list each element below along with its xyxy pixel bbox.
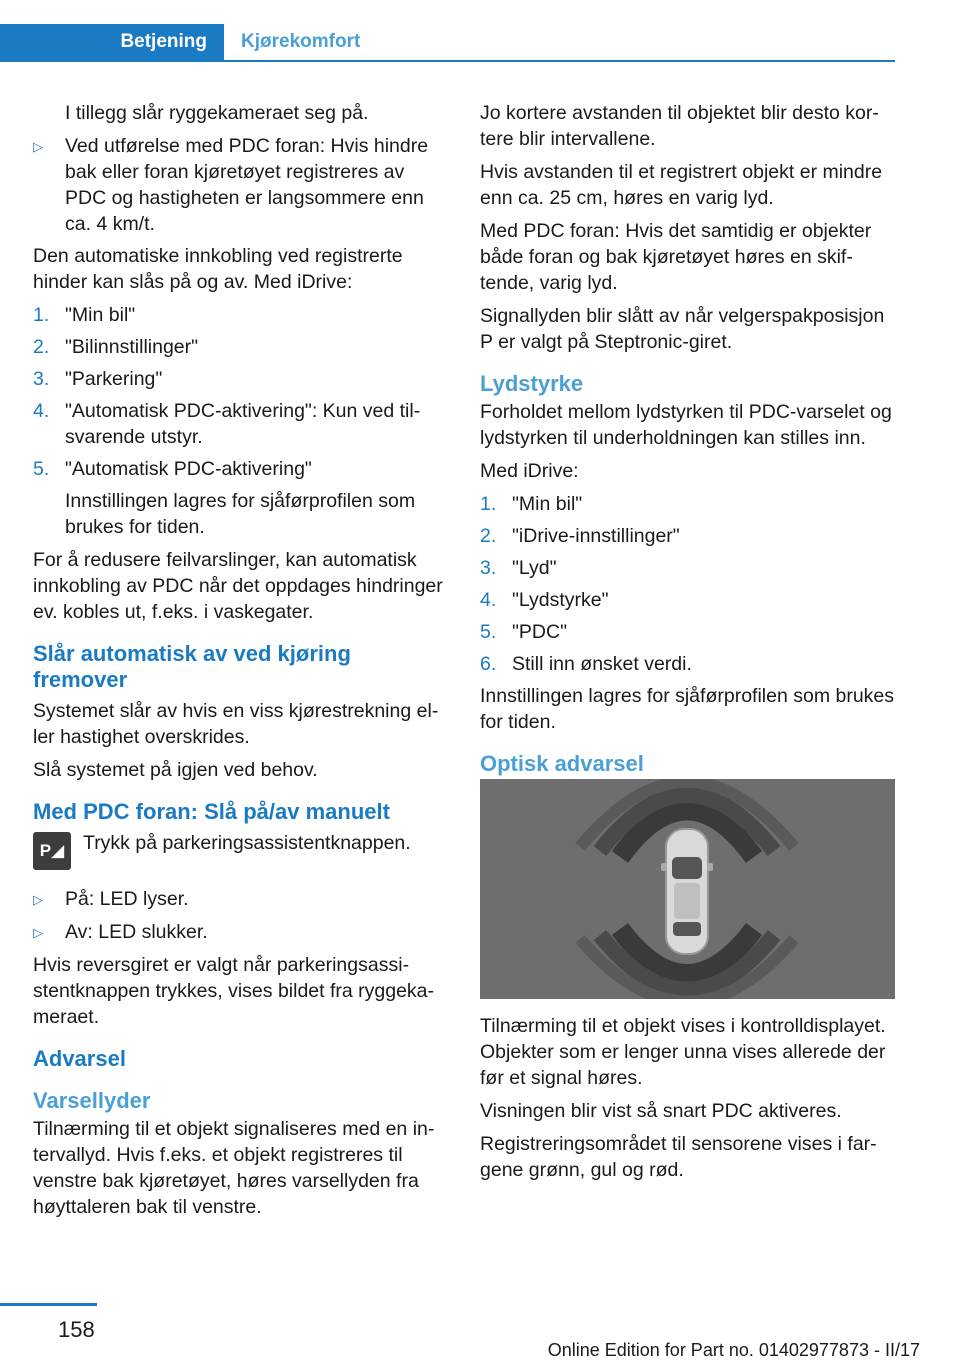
list-item — [33, 456, 447, 482]
tab-kjorekomfort: Kjørekomfort — [241, 31, 361, 52]
list-text: "Lydstyrke" — [512, 589, 609, 611]
list-item — [33, 366, 447, 392]
list-text: "Min bil" — [512, 493, 583, 515]
paragraph: Registreringsområdet til sensorene vises i fargene grønn, gul og rød. — [480, 1133, 877, 1181]
paragraph: Innstillingen lagres for sjåførprofilen som brukes for tiden. — [480, 685, 895, 733]
list-text: "Automatisk PDC-aktivering": Kun ved tilsvarende utstyr. — [65, 400, 421, 448]
bullet-text: Ved utførelse med PDC foran: Hvis hindre bak eller foran kjøretøyet registreres av PDC og hastigheten er langsommere enn ca. 4 km/t. — [65, 135, 429, 235]
section-heading: Advarsel — [33, 1046, 126, 1071]
list-number: 5. — [33, 458, 50, 480]
button-instruction — [33, 830, 447, 870]
list-number: 1. — [33, 304, 50, 326]
paragraph: For å redusere feilvarslinger, kan automatisk innkobling av PDC når det oppdages hindringer ev. kobles ut, f.eks. i vaskegater. — [33, 549, 443, 623]
subsection-heading: Optisk advarsel — [480, 751, 644, 776]
bullet-item — [33, 133, 447, 237]
list-item — [33, 302, 447, 328]
list-number: 3. — [480, 557, 497, 579]
list-number: 4. — [33, 400, 50, 422]
list-number: 5. — [480, 621, 497, 643]
bullet-text: På: LED lyser. — [65, 888, 189, 910]
triangle-right-icon: ▷ — [33, 925, 43, 940]
list-text: Still inn ønsket verdi. — [512, 653, 692, 675]
triangle-right-icon: ▷ — [33, 139, 43, 154]
list-text: "Lyd" — [512, 557, 557, 579]
paragraph: Systemet slår av hvis en viss kjørestrekning eller hastighet overskrides. — [33, 700, 439, 748]
list-item — [480, 555, 894, 581]
subsection-heading: Varsellyder — [33, 1088, 151, 1113]
header-divider — [0, 60, 895, 62]
list-number: 1. — [480, 493, 497, 515]
header-tabs — [0, 24, 895, 62]
paragraph: Innstillingen lagres for sjåførprofilen som brukes for tiden. — [65, 490, 416, 538]
list-number: 2. — [33, 336, 50, 358]
list-text: "Automatisk PDC-aktivering" — [65, 458, 312, 480]
triangle-right-icon: ▷ — [33, 892, 43, 907]
paragraph: Jo kortere avstanden til objektet blir desto kortere blir intervallene. — [480, 102, 879, 150]
list-text: "Parkering" — [65, 368, 163, 390]
paragraph: Med PDC foran: Hvis det samtidig er objekter både foran og bak kjøretøyet høres en skiftende, varig lyd. — [480, 220, 872, 294]
paragraph: Tilnærming til et objekt signaliseres med en intervallyd. Hvis f.eks. et objekt registreres til venstre bak kjøretøyet, høres varsellyden fra høyttaleren bak til venstre. — [33, 1118, 435, 1218]
paragraph: I tillegg slår ryggekameraet seg på. — [65, 102, 369, 124]
paragraph: Tilnærming til et objekt vises i kontrolldisplayet. Objekter som er lenger unna vises allerede der før et signal høres. — [480, 1015, 886, 1089]
tab-betjening: Betjening — [0, 24, 224, 60]
section-heading: Slår automatisk av ved kjøring fremover — [33, 641, 351, 692]
list-item — [33, 398, 447, 450]
list-item — [480, 619, 894, 645]
paragraph: Hvis reversgiret er valgt når parkeringsassistentknappen trykkes, vises bildet fra ryggekameraet. — [33, 954, 435, 1028]
page-number-divider — [0, 1303, 97, 1306]
list-number: 6. — [480, 653, 497, 675]
bullet-item — [33, 919, 447, 946]
list-item — [480, 587, 894, 613]
list-item — [480, 523, 894, 549]
list-number: 3. — [33, 368, 50, 390]
edition-footer: Online Edition for Part no. 01402977873 - II/17 — [547, 1340, 920, 1360]
paragraph: Slå systemet på igjen ved behov. — [33, 759, 318, 781]
page-number: 158 — [58, 1317, 95, 1342]
paragraph: Signallyden blir slått av når velgerspakposisjon P er valgt på Steptronic-giret. — [480, 305, 885, 353]
paragraph: Forholdet mellom lydstyrken til PDC-varselet og lydstyrken til underholdningen kan stilles inn. — [480, 401, 892, 449]
bullet-text: Av: LED slukker. — [65, 921, 208, 943]
subsection-heading: Lydstyrke — [480, 371, 584, 396]
list-text: "PDC" — [512, 621, 568, 643]
paragraph: Visningen blir vist så snart PDC aktiveres. — [480, 1100, 842, 1122]
list-number: 2. — [480, 525, 497, 547]
list-item — [33, 334, 447, 360]
right-column — [480, 100, 894, 1190]
instruction-text: Trykk på parkeringsassistentknappen. — [83, 832, 411, 854]
parking-assistant-icon: P◢ — [33, 832, 71, 870]
list-text: "Bilinnstillinger" — [65, 336, 199, 358]
list-item — [480, 491, 894, 517]
list-text: "iDrive-innstillinger" — [512, 525, 680, 547]
list-item — [480, 651, 894, 677]
bullet-item — [33, 886, 447, 913]
paragraph: Den automatiske innkobling ved registrerte hinder kan slås på og av. Med iDrive: — [33, 245, 403, 293]
pdc-display-illustration — [480, 779, 895, 999]
section-heading: Med PDC foran: Slå på/av manuelt — [33, 799, 390, 824]
list-text: "Min bil" — [65, 304, 136, 326]
left-column — [33, 100, 447, 1227]
paragraph: Med iDrive: — [480, 460, 579, 482]
paragraph: Hvis avstanden til et registrert objekt er mindre enn ca. 25 cm, høres en varig lyd. — [480, 161, 883, 209]
list-number: 4. — [480, 589, 497, 611]
